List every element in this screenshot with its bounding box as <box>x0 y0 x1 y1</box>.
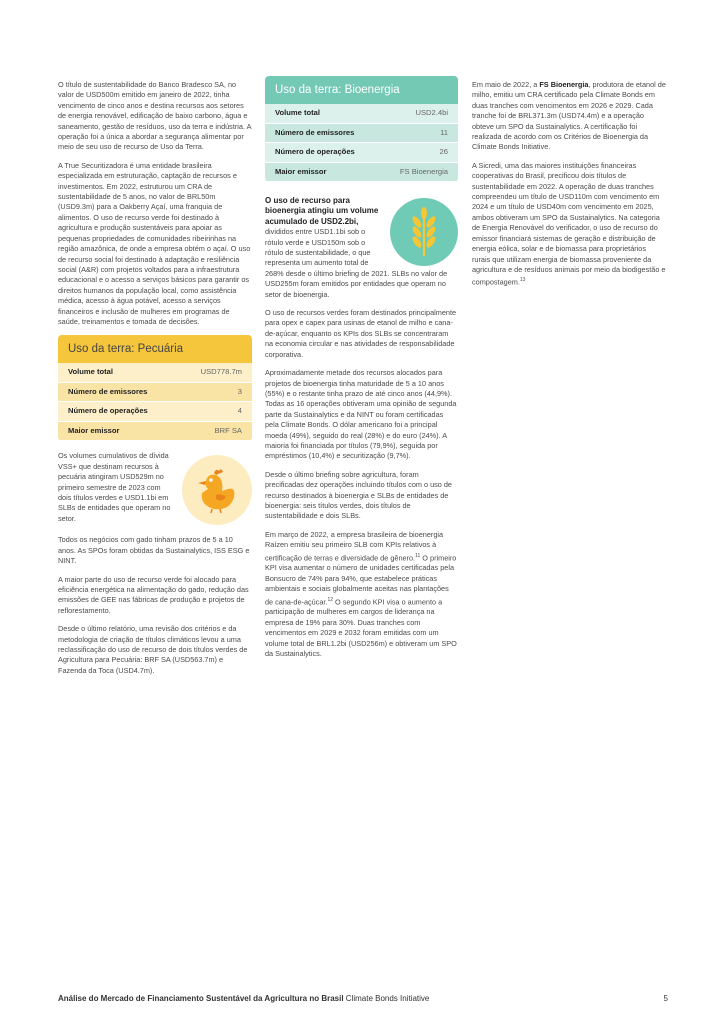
summary-row <box>265 163 458 183</box>
column-middle <box>265 76 458 668</box>
paragraph-livestock-allocation: A maior parte do uso de recurso verde foi alocado para eficiência energética na alimentação do gado, redução das emissões de GEE nas fábricas de produção e projetos de reflorestamento. <box>58 574 249 615</box>
paragraph-livestock-volumes: Os volumes cumulativos de dívida VSS+ que destinam recursos à pecuária atingiram USD529m no primeiro semestre de 2023 com dois títulos verdes e USD1.1bi em SLBs de entidades que operam no setor. <box>58 451 171 523</box>
summary-row <box>265 143 458 163</box>
row-label: Número de emissores <box>68 386 148 396</box>
summary-row <box>265 104 458 124</box>
bioenergy-summary-box <box>265 76 458 182</box>
paragraph-livestock-terms: Todos os negócios com gado tinham prazos de 5 a 10 anos. As SPOs foram obtidas da Sustainalytics, ISS ESG e NINT. <box>58 535 250 566</box>
paragraph-livestock-reclassification: Desde o último relatório, uma revisão dos critérios e da metodologia de criação de títulos climáticos levou a uma reclassificação do uso de recurso de dois títulos verdes de Agricultura para Pecuária: BRF SA (USD563.7m) e Fazenda da Toca (USD4.7m). <box>58 624 248 675</box>
summary-row <box>265 124 458 144</box>
paragraph-bradesco: O título de sustentabilidade do Banco Bradesco SA, no valor de USD500m emitido em janeiro de 2022, tinha vencimento de cinco anos e destina recursos aos setores de energia renovável, edificação de baixo carbono, água e saneamento, gestão de resíduos, uso da terra e indústria. A operação foi a única a abordar a segurança alimentar por meio de seu uso de recurso de Uso da Terra. <box>58 80 252 152</box>
row-label: Maior emissor <box>68 425 120 435</box>
paragraph-true-securitizadora: A True Securitizadora é uma entidade brasileira especializada em estruturação, captação de recursos e investimentos. Em 2022, estruturou um CRA de sustentabilidade de 5 anos, no valor de BRL50m (USD9.3m) para a Oakberry Açaí, uma franquia de alimentos. O uso de recurso verde foi destinado à agricultura e produção sustentáveis para apoiar as pequenas propriedades de comunidades ribeirinhas na região amazônica, de onde a empresa obtém o açaí. O uso de recurso social foi destinado à adaptação e resiliência social (A&R) com projetos voltados para a infraestrutura educacional e o acesso a serviços básicos para garantir os direitos humanos da população local, como assistência médica, acesso à água potável, acesso a serviços financeiros e inclusão de mulheres em programas de saúde, treinamentos e tomada de decisões. <box>58 160 251 326</box>
paragraph-bioenergy-uses: O uso de recursos verdes foram destinados principalmente para opex e capex para usinas de etanol de milho e cana-de-açúcar, enquanto os KPIs dos SLBs se concentraram na economia circular e nas atividades de responsabilidade corporativa. <box>265 308 457 359</box>
row-value: 3 <box>237 386 242 396</box>
row-label: Número de operações <box>68 406 148 416</box>
footnote-ref[interactable]: 12 <box>327 596 334 603</box>
chick-icon <box>182 455 252 525</box>
livestock-intro <box>58 451 252 527</box>
row-value: FS Bioenergia <box>399 166 448 176</box>
row-label: Volume total <box>68 367 114 377</box>
row-label: Maior emissor <box>275 166 327 176</box>
footer-organization: Climate Bonds Initiative <box>345 994 430 1003</box>
row-value: 11 <box>440 127 448 137</box>
row-value: USD2.4bi <box>415 108 448 118</box>
livestock-box-title: Uso da terra: Pecuária <box>58 335 252 363</box>
paragraph-bioenergy-maturity: Aproximadamente metade dos recursos alocados para projetos de bioenergia tinha maturidade de 5 a 10 anos (55%) e o restante tinha prazo de até cinco anos (44,9%). Todas as 16 operações obtiveram uma opinião de segunda parte da Sustainalytics e da NINT ou foram certificadas pela Climate Bonds. O dólar americano foi a principal moeda (49%), seguido do real (28%) e do euro (24%). A maioria foi financiada por títulos (79,9%), seguida por empréstimos (10,4%) e securitização (9,7%). <box>265 368 457 461</box>
wheat-icon <box>390 198 458 266</box>
paragraph-bioenergy-operations: Desde o último briefing sobre agricultura, foram precificadas dez operações incluindo títulos com o uso de recurso destinados à bioenergia e SLBs de entidades de bioenergia: seis títulos verdes, dois títulos de sustentabilidade e dois SLBs. <box>265 469 452 521</box>
column-right <box>472 80 666 296</box>
page-number: 5 <box>663 994 668 1003</box>
row-value: 26 <box>439 147 448 157</box>
paragraph-sicredi: A Sicredi, uma das maiores instituições financeiras cooperativas do Brasil, precificou dois títulos de sustentabilidade em 2022. A operação de duas tranches compreendeu um título de USD110m com vencimento em 2024 e um título de USD40m com vencimento em 2025, ambos obtiveram um SPO da Sustainalytics. Na categoria de Energia Renovável do verificador, o uso de recurso do emissor financiará sistemas de geração e distribuição de energia eólica, solar e de biomassa para proprietários rurais que utilizam energia de biomassa proveniente da agricultura e de resíduos animais por meio da biodigestão e compostagem.$^{13}$ <box>472 160 666 287</box>
column-left <box>58 80 252 684</box>
row-label: Número de operações <box>275 147 355 157</box>
bioenergy-intro <box>265 196 458 300</box>
summary-row <box>58 383 252 403</box>
bioenergy-highlight: O uso de recurso para bioenergia atingiu um volume acumulado de USD2.2bi, <box>265 196 379 226</box>
row-label: Número de emissores <box>275 127 355 137</box>
paragraph-raizen: Em março de 2022, a empresa brasileira de bioenergia Raízen emitiu seu primeiro SLB com KPIs relativos à certificação de terras e diversidade de gênero.$^{11}$ O primeiro KPI visa aumentar o número de unidades certificadas pela Bonsucro de 74% para 94%, que estabelece práticas ambientais e sociais globalmente aceitas nas plantações de cana-de-açúcar.$^{12}$ O segundo KPI visa o aumento a participação de mulheres em cargos de liderança na empresa de 19% para 30%. Duas tranches com vencimentos em 2029 e 2032 foram emitidas com um volume total de BRL1.2bi (USD256m) e obtiveram um SPO da Sustainalytics. <box>265 529 457 659</box>
row-value: BRF SA <box>214 425 242 435</box>
row-label: Volume total <box>275 108 321 118</box>
row-value: 4 <box>237 406 242 416</box>
livestock-summary-box <box>58 335 252 441</box>
row-value: USD778.7m <box>200 367 242 377</box>
page-footer <box>58 994 668 1003</box>
footnote-ref[interactable]: 13 <box>519 277 526 284</box>
footnote-ref[interactable]: 11 <box>415 552 421 559</box>
summary-row <box>58 363 252 383</box>
footer-title: Análise do Mercado de Financiamento Sustentável da Agricultura no Brasil Climate Bonds Initiative <box>58 994 430 1003</box>
paragraph-fs-bioenergia: Em maio de 2022, a FS Bioenergia, produtora de etanol de milho, emitiu um CRA certificado pela Climate Bonds em duas tranches com vencimentos em 2026 e 2029. Cada tranche foi de BRL371.3m (USD74.4m) e a operação obteve um SPO da Sustainalytics. A certificação foi realizada de acordo com os Critérios de Bioenergia da Climate Bonds Initiative. <box>472 80 666 152</box>
bioenergy-box-title: Uso da terra: Bioenergia <box>265 76 458 104</box>
summary-row <box>58 422 252 442</box>
paragraph-bioenergy-volumes: divididos entre USD1.1bi sob o rótulo verde e USD150m sob o rótulo de sustentabilidade, o que representa um aumento total de 268% desde o último briefing de 2021. SLBs no valor de USD255m foram emitidos por entidades que operam no setor de bioenergia. <box>265 227 448 299</box>
summary-row <box>58 402 252 422</box>
